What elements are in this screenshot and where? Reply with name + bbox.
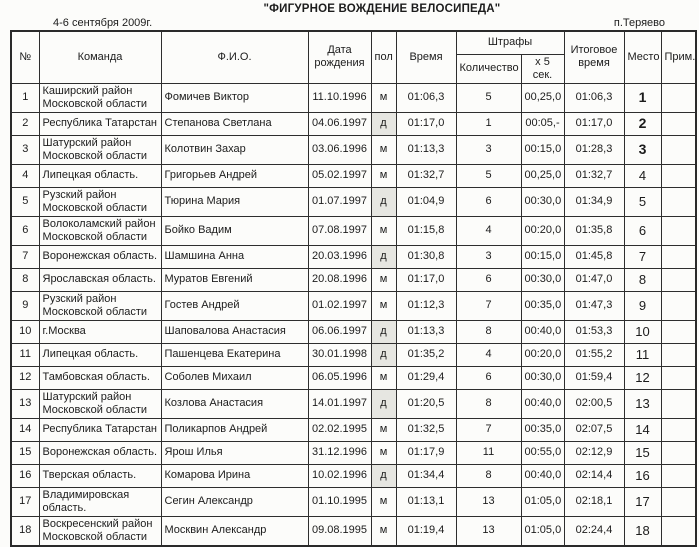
cell-time: 01:29,4 bbox=[396, 366, 456, 389]
cell-notes bbox=[661, 268, 696, 291]
cell-penalty-count: 6 bbox=[456, 268, 521, 291]
cell-num: 3 bbox=[11, 135, 39, 164]
cell-num: 8 bbox=[11, 268, 39, 291]
cell-notes bbox=[661, 366, 696, 389]
cell-team: Липецкая область. bbox=[39, 164, 161, 187]
cell-penalty-x5: 00:40,0 bbox=[521, 320, 564, 343]
table-row bbox=[11, 464, 696, 487]
cell-name: Степанова Светлана bbox=[161, 112, 308, 135]
col-header-name: Ф.И.О. bbox=[161, 31, 308, 83]
cell-penalty-count: 11 bbox=[456, 441, 521, 464]
cell-total-time: 01:59,4 bbox=[564, 366, 624, 389]
cell-penalty-x5: 00:30,0 bbox=[521, 366, 564, 389]
cell-birth-date: 03.06.1996 bbox=[308, 135, 371, 164]
cell-penalty-x5: 00:05,- bbox=[521, 112, 564, 135]
cell-place: 14 bbox=[624, 418, 661, 441]
cell-penalty-count: 7 bbox=[456, 291, 521, 320]
cell-notes bbox=[661, 487, 696, 516]
cell-num: 17 bbox=[11, 487, 39, 516]
cell-penalty-x5: 00,25,0 bbox=[521, 164, 564, 187]
cell-birth-date: 14.01.1997 bbox=[308, 389, 371, 418]
cell-gender: м bbox=[371, 291, 396, 320]
cell-num: 14 bbox=[11, 418, 39, 441]
cell-birth-date: 11.10.1996 bbox=[308, 83, 371, 112]
cell-time: 01:17,0 bbox=[396, 268, 456, 291]
cell-num: 16 bbox=[11, 464, 39, 487]
col-header-time: Время bbox=[396, 31, 456, 83]
cell-notes bbox=[661, 216, 696, 245]
cell-gender: д bbox=[371, 245, 396, 268]
cell-name: Григорьев Андрей bbox=[161, 164, 308, 187]
cell-birth-date: 01.10.1995 bbox=[308, 487, 371, 516]
cell-penalty-x5: 00,25,0 bbox=[521, 83, 564, 112]
cell-time: 01:12,3 bbox=[396, 291, 456, 320]
cell-penalty-count: 1 bbox=[456, 112, 521, 135]
cell-time: 01:06,3 bbox=[396, 83, 456, 112]
cell-num: 4 bbox=[11, 164, 39, 187]
table-row bbox=[11, 418, 696, 441]
table-row bbox=[11, 83, 696, 112]
cell-penalty-count: 8 bbox=[456, 389, 521, 418]
page-title: "ФИГУРНОЕ ВОЖДЕНИЕ ВЕЛОСИПЕДА" bbox=[263, 3, 501, 15]
cell-gender: м bbox=[371, 516, 396, 546]
cell-notes bbox=[661, 83, 696, 112]
cell-team: Липецкая область. bbox=[39, 343, 161, 366]
cell-birth-date: 31.12.1996 bbox=[308, 441, 371, 464]
cell-penalty-count: 7 bbox=[456, 418, 521, 441]
cell-team: Шатурский район Московской области bbox=[39, 135, 161, 164]
table-row bbox=[11, 245, 696, 268]
col-header-penalty-x5: х 5 сек. bbox=[521, 54, 564, 83]
table-row bbox=[11, 291, 696, 320]
table-row bbox=[11, 112, 696, 135]
cell-num: 10 bbox=[11, 320, 39, 343]
cell-penalty-x5: 00:20,0 bbox=[521, 343, 564, 366]
col-header-penalties: Штрафы bbox=[456, 31, 564, 54]
cell-name: Шамшина Анна bbox=[161, 245, 308, 268]
cell-name: Комарова Ирина bbox=[161, 464, 308, 487]
cell-time: 01:15,8 bbox=[396, 216, 456, 245]
cell-place: 15 bbox=[624, 441, 661, 464]
cell-notes bbox=[661, 112, 696, 135]
cell-gender: м bbox=[371, 418, 396, 441]
cell-name: Пашенцева Екатерина bbox=[161, 343, 308, 366]
cell-penalty-x5: 00:30,0 bbox=[521, 268, 564, 291]
cell-place: 18 bbox=[624, 516, 661, 546]
cell-birth-date: 06.05.1996 bbox=[308, 366, 371, 389]
cell-total-time: 02:07,5 bbox=[564, 418, 624, 441]
cell-num: 7 bbox=[11, 245, 39, 268]
cell-total-time: 01:47,3 bbox=[564, 291, 624, 320]
cell-notes bbox=[661, 418, 696, 441]
cell-gender: д bbox=[371, 464, 396, 487]
cell-total-time: 01:53,3 bbox=[564, 320, 624, 343]
cell-team: Воскресенский район Московской области bbox=[39, 516, 161, 546]
cell-penalty-x5: 00:35,0 bbox=[521, 418, 564, 441]
cell-team: Воронежская область. bbox=[39, 245, 161, 268]
cell-notes bbox=[661, 389, 696, 418]
table-row bbox=[11, 268, 696, 291]
cell-team: Тверская область. bbox=[39, 464, 161, 487]
cell-place: 2 bbox=[624, 112, 661, 135]
cell-team: Владимировская область. bbox=[39, 487, 161, 516]
cell-num: 9 bbox=[11, 291, 39, 320]
cell-team: г.Москва bbox=[39, 320, 161, 343]
col-header-num: № bbox=[11, 31, 39, 83]
cell-birth-date: 05.02.1997 bbox=[308, 164, 371, 187]
cell-gender: д bbox=[371, 187, 396, 216]
cell-notes bbox=[661, 464, 696, 487]
cell-team: Каширский район Московской области bbox=[39, 83, 161, 112]
cell-total-time: 02:24,4 bbox=[564, 516, 624, 546]
cell-time: 01:32,5 bbox=[396, 418, 456, 441]
cell-name: Ярош Илья bbox=[161, 441, 308, 464]
cell-team: Республика Татарстан bbox=[39, 112, 161, 135]
cell-name: Тюрина Мария bbox=[161, 187, 308, 216]
cell-gender: д bbox=[371, 343, 396, 366]
event-location: п.Теряево bbox=[613, 17, 665, 29]
cell-place: 4 bbox=[624, 164, 661, 187]
cell-place: 7 bbox=[624, 245, 661, 268]
cell-total-time: 01:34,9 bbox=[564, 187, 624, 216]
cell-birth-date: 20.08.1996 bbox=[308, 268, 371, 291]
cell-penalty-count: 3 bbox=[456, 135, 521, 164]
cell-gender: д bbox=[371, 389, 396, 418]
cell-birth-date: 04.06.1997 bbox=[308, 112, 371, 135]
cell-birth-date: 01.02.1997 bbox=[308, 291, 371, 320]
cell-penalty-x5: 00:35,0 bbox=[521, 291, 564, 320]
cell-time: 01:13,3 bbox=[396, 135, 456, 164]
col-header-birth-date: Дата рождения bbox=[308, 31, 371, 83]
cell-name: Шаповалова Анастасия bbox=[161, 320, 308, 343]
cell-penalty-count: 3 bbox=[456, 245, 521, 268]
cell-team: Волоколамский район Московской области bbox=[39, 216, 161, 245]
cell-name: Колотвин Захар bbox=[161, 135, 308, 164]
cell-birth-date: 06.06.1997 bbox=[308, 320, 371, 343]
cell-birth-date: 09.08.1995 bbox=[308, 516, 371, 546]
cell-total-time: 01:32,7 bbox=[564, 164, 624, 187]
cell-place: 8 bbox=[624, 268, 661, 291]
table-row bbox=[11, 216, 696, 245]
cell-name: Фомичев Виктор bbox=[161, 83, 308, 112]
cell-place: 3 bbox=[624, 135, 661, 164]
cell-penalty-count: 13 bbox=[456, 487, 521, 516]
cell-time: 01:19,4 bbox=[396, 516, 456, 546]
table-row bbox=[11, 164, 696, 187]
cell-place: 17 bbox=[624, 487, 661, 516]
cell-gender: м bbox=[371, 268, 396, 291]
event-date: 4-6 сентября 2009г. bbox=[53, 17, 153, 29]
cell-team: Ярославская область. bbox=[39, 268, 161, 291]
cell-place: 1 bbox=[624, 83, 661, 112]
cell-birth-date: 02.02.1995 bbox=[308, 418, 371, 441]
col-header-gender: пол bbox=[371, 31, 396, 83]
cell-time: 01:17,0 bbox=[396, 112, 456, 135]
table-row bbox=[11, 487, 696, 516]
cell-penalty-count: 6 bbox=[456, 366, 521, 389]
cell-time: 01:34,4 bbox=[396, 464, 456, 487]
cell-num: 18 bbox=[11, 516, 39, 546]
cell-penalty-x5: 00:15,0 bbox=[521, 135, 564, 164]
cell-penalty-x5: 01:05,0 bbox=[521, 487, 564, 516]
cell-team: Республика Татарстан bbox=[39, 418, 161, 441]
cell-place: 5 bbox=[624, 187, 661, 216]
col-header-notes: Прим. bbox=[661, 31, 696, 83]
cell-total-time: 01:35,8 bbox=[564, 216, 624, 245]
cell-time: 01:32,7 bbox=[396, 164, 456, 187]
cell-name: Москвин Александр bbox=[161, 516, 308, 546]
cell-penalty-count: 4 bbox=[456, 343, 521, 366]
cell-gender: д bbox=[371, 112, 396, 135]
cell-penalty-x5: 00:55,0 bbox=[521, 441, 564, 464]
cell-num: 6 bbox=[11, 216, 39, 245]
cell-total-time: 01:28,3 bbox=[564, 135, 624, 164]
cell-name: Козлова Анастасия bbox=[161, 389, 308, 418]
cell-penalty-count: 8 bbox=[456, 464, 521, 487]
cell-birth-date: 01.07.1997 bbox=[308, 187, 371, 216]
cell-team: Рузский район Московской области bbox=[39, 187, 161, 216]
cell-penalty-x5: 00:20,0 bbox=[521, 216, 564, 245]
cell-team: Шатурский район Московской области bbox=[39, 389, 161, 418]
col-header-total-time: Итоговое время bbox=[564, 31, 624, 83]
col-header-penalty-count: Количество bbox=[456, 54, 521, 83]
cell-notes bbox=[661, 320, 696, 343]
cell-gender: д bbox=[371, 320, 396, 343]
table-row bbox=[11, 135, 696, 164]
cell-place: 16 bbox=[624, 464, 661, 487]
cell-total-time: 01:55,2 bbox=[564, 343, 624, 366]
subheader bbox=[53, 16, 665, 29]
cell-num: 13 bbox=[11, 389, 39, 418]
cell-penalty-count: 4 bbox=[456, 216, 521, 245]
cell-place: 13 bbox=[624, 389, 661, 418]
cell-name: Соболев Михаил bbox=[161, 366, 308, 389]
cell-notes bbox=[661, 245, 696, 268]
cell-penalty-x5: 00:15,0 bbox=[521, 245, 564, 268]
cell-gender: м bbox=[371, 83, 396, 112]
cell-penalty-x5: 00:40,0 bbox=[521, 464, 564, 487]
cell-time: 01:04,9 bbox=[396, 187, 456, 216]
cell-penalty-x5: 00:40,0 bbox=[521, 389, 564, 418]
cell-gender: м bbox=[371, 366, 396, 389]
cell-num: 15 bbox=[11, 441, 39, 464]
cell-total-time: 01:47,0 bbox=[564, 268, 624, 291]
cell-birth-date: 30.01.1998 bbox=[308, 343, 371, 366]
cell-gender: м bbox=[371, 216, 396, 245]
cell-time: 01:35,2 bbox=[396, 343, 456, 366]
cell-place: 10 bbox=[624, 320, 661, 343]
cell-notes bbox=[661, 187, 696, 216]
cell-birth-date: 07.08.1997 bbox=[308, 216, 371, 245]
cell-total-time: 01:45,8 bbox=[564, 245, 624, 268]
cell-penalty-count: 8 bbox=[456, 320, 521, 343]
cell-name: Поликарпов Андрей bbox=[161, 418, 308, 441]
cell-place: 11 bbox=[624, 343, 661, 366]
cell-time: 01:13,1 bbox=[396, 487, 456, 516]
cell-num: 1 bbox=[11, 83, 39, 112]
table-row bbox=[11, 441, 696, 464]
cell-num: 5 bbox=[11, 187, 39, 216]
cell-penalty-count: 13 bbox=[456, 516, 521, 546]
cell-birth-date: 20.03.1996 bbox=[308, 245, 371, 268]
table-row bbox=[11, 187, 696, 216]
col-header-team: Команда bbox=[39, 31, 161, 83]
cell-total-time: 01:06,3 bbox=[564, 83, 624, 112]
cell-place: 9 bbox=[624, 291, 661, 320]
cell-notes bbox=[661, 135, 696, 164]
cell-notes bbox=[661, 516, 696, 546]
cell-notes bbox=[661, 343, 696, 366]
cell-num: 11 bbox=[11, 343, 39, 366]
table-row bbox=[11, 516, 696, 546]
cell-num: 2 bbox=[11, 112, 39, 135]
cell-time: 01:20,5 bbox=[396, 389, 456, 418]
cell-notes bbox=[661, 441, 696, 464]
cell-total-time: 01:17,0 bbox=[564, 112, 624, 135]
cell-team: Тамбовская область. bbox=[39, 366, 161, 389]
cell-penalty-x5: 00:30,0 bbox=[521, 187, 564, 216]
cell-birth-date: 10.02.1996 bbox=[308, 464, 371, 487]
cell-gender: м bbox=[371, 441, 396, 464]
table-row bbox=[11, 366, 696, 389]
table-row bbox=[11, 320, 696, 343]
cell-team: Рузский район Московской области bbox=[39, 291, 161, 320]
cell-gender: м bbox=[371, 164, 396, 187]
cell-place: 6 bbox=[624, 216, 661, 245]
cell-time: 01:30,8 bbox=[396, 245, 456, 268]
cell-penalty-x5: 01:05,0 bbox=[521, 516, 564, 546]
cell-total-time: 02:18,1 bbox=[564, 487, 624, 516]
cell-name: Сегин Александр bbox=[161, 487, 308, 516]
table-row bbox=[11, 389, 696, 418]
cell-time: 01:17,9 bbox=[396, 441, 456, 464]
cell-gender: м bbox=[371, 135, 396, 164]
cell-name: Бойко Вадим bbox=[161, 216, 308, 245]
cell-place: 12 bbox=[624, 366, 661, 389]
cell-penalty-count: 5 bbox=[456, 164, 521, 187]
cell-team: Воронежская область. bbox=[39, 441, 161, 464]
cell-time: 01:13,3 bbox=[396, 320, 456, 343]
cell-gender: м bbox=[371, 487, 396, 516]
cell-penalty-count: 6 bbox=[456, 187, 521, 216]
cell-notes bbox=[661, 164, 696, 187]
table-row bbox=[11, 343, 696, 366]
cell-total-time: 02:00,5 bbox=[564, 389, 624, 418]
cell-notes bbox=[661, 291, 696, 320]
results-table-body bbox=[11, 83, 696, 546]
results-table bbox=[10, 30, 697, 547]
cell-name: Гостев Андрей bbox=[161, 291, 308, 320]
cell-penalty-count: 5 bbox=[456, 83, 521, 112]
cell-name: Муратов Евгений bbox=[161, 268, 308, 291]
col-header-place: Место bbox=[624, 31, 661, 83]
cell-total-time: 02:14,4 bbox=[564, 464, 624, 487]
cell-total-time: 02:12,9 bbox=[564, 441, 624, 464]
cell-num: 12 bbox=[11, 366, 39, 389]
